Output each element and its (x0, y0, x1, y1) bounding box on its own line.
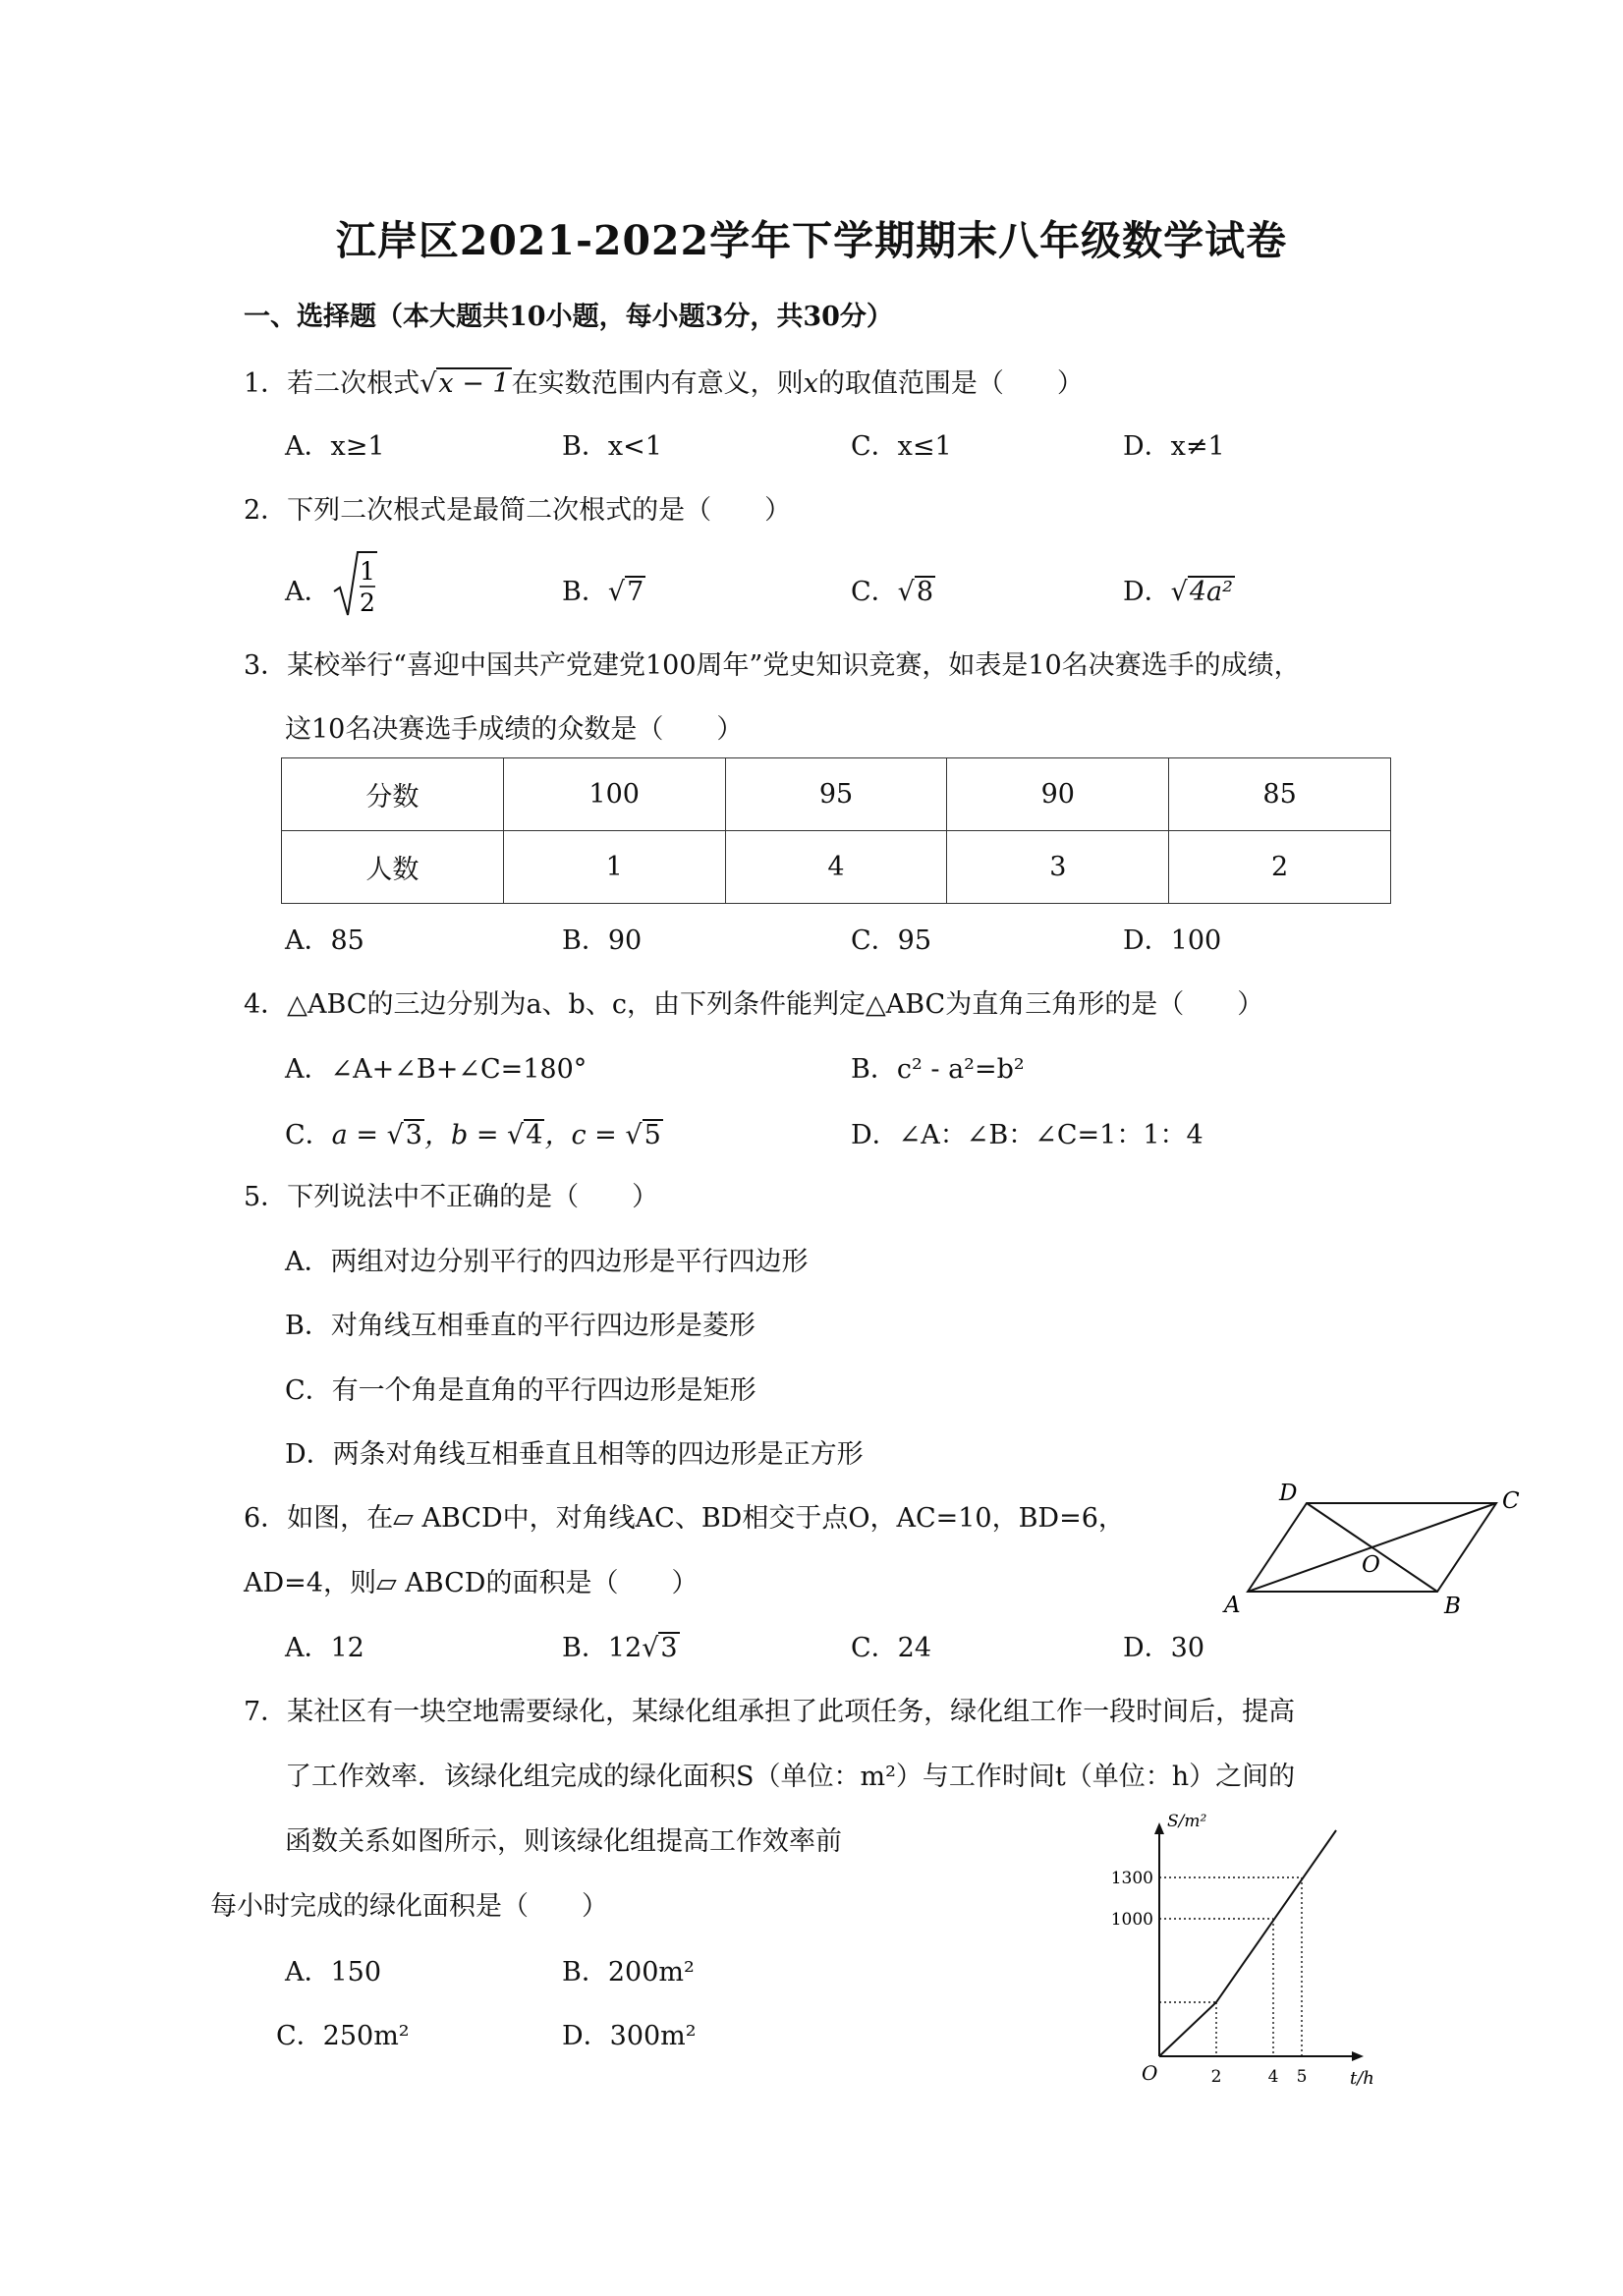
q5-option-b: B．对角线互相垂直的平行四边形是菱形 (285, 1311, 756, 1341)
q4-c-b: ，b = (423, 1120, 508, 1150)
q2-radicand-d: 4a² (1189, 577, 1233, 607)
label-a: A (1224, 1593, 1241, 1616)
question-2-stem: 2．下列二次根式是最简二次根式的是（ ） (244, 495, 792, 526)
q4-option-a: A．∠A+∠B+∠C=180° (285, 1054, 588, 1085)
table-cell: 人数 (282, 831, 504, 904)
q6-radicand-b: 3 (660, 1633, 678, 1663)
q6-option-c: C．24 (851, 1633, 932, 1663)
table-cell: 分数 (282, 758, 504, 831)
graph-xtick: 2 (1210, 2067, 1222, 2087)
q1-text-c: 的取值范围是（ ） (817, 368, 1084, 399)
q4-label-c: C． (285, 1120, 332, 1150)
q5-option-d: D．两条对角线互相垂直且相等的四边形是正方形 (285, 1439, 864, 1470)
graph-ytick: 1300 (1110, 1869, 1153, 1888)
label-c: C (1502, 1488, 1520, 1514)
q2-label-b: B． (562, 577, 608, 607)
table-cell: 2 (1169, 831, 1391, 904)
question-4-stem: 4．△ABC的三边分别为a、b、c，由下列条件能判定△ABC为直角三角形的是（ ） (244, 989, 1264, 1020)
question-7-line-4: 每小时完成的绿化面积是（ ） (210, 1891, 608, 1922)
question-3-line-2: 这10名决赛选手成绩的众数是（ ） (285, 714, 744, 745)
q5-option-c: C．有一个角是直角的平行四边形是矩形 (285, 1375, 756, 1406)
table-row (282, 831, 1391, 904)
q5-option-a: A．两组对边分别平行的四边形是平行四边形 (285, 1247, 809, 1277)
graph-ylabel: S/m² (1167, 1812, 1207, 1831)
q2-label-d: D． (1123, 577, 1171, 607)
q4-option-b: B．c² - a²=b² (851, 1054, 1025, 1085)
label-d: D (1279, 1481, 1298, 1506)
q2-radicand-b: 7 (627, 577, 644, 607)
q1-option-c: C．x≤1 (851, 431, 952, 462)
q7-option-c: C．250m² (276, 2021, 410, 2051)
table-cell: 3 (947, 831, 1169, 904)
q4-c-c: ，c = (544, 1120, 626, 1150)
question-7-line-1: 7．某社区有一块空地需要绿化，某绿化组承担了此项任务，绿化组工作一段时间后，提高 (244, 1697, 1296, 1727)
q2-option-c: C．√8 (851, 577, 934, 607)
question-3-line-1: 3．某校举行“喜迎中国共产党建党100周年”党史知识竞赛，如表是10名决赛选手的成绩， (244, 650, 1301, 681)
graph-xtick: 4 (1267, 2067, 1279, 2087)
graph-xtick: 5 (1296, 2067, 1308, 2087)
q2-label-a: A． (285, 577, 331, 607)
q6-option-d: D．30 (1123, 1633, 1205, 1663)
table-cell: 95 (725, 758, 947, 831)
q1-option-a: A．x≥1 (285, 431, 385, 462)
question-5-stem: 5．下列说法中不正确的是（ ） (244, 1182, 659, 1212)
score-table (281, 757, 1391, 904)
q3-option-d: D．100 (1123, 925, 1222, 956)
q2-frac-den: 2 (360, 588, 375, 617)
table-cell: 90 (947, 758, 1169, 831)
page-title: 江岸区2021-2022学年下学期期末八年级数学试卷 (335, 217, 1288, 264)
question-1-stem (244, 362, 1084, 400)
q3-option-b: B．90 (562, 925, 643, 956)
table-row (282, 758, 1391, 831)
q7-option-a: A．150 (285, 1957, 382, 1988)
question-7-line-2: 了工作效率．该绿化组完成的绿化面积S（单位：m²）与工作时间t（单位：h）之间的 (285, 1762, 1296, 1792)
q1-sqrt: √x − 1 (420, 368, 510, 399)
q4-option-d: D．∠A：∠B：∠C=1：1：4 (851, 1120, 1203, 1150)
q2-option-a (285, 570, 331, 608)
q1-option-d: D．x≠1 (1123, 431, 1225, 462)
q1-text-b: 在实数范围内有意义，则 (511, 368, 804, 399)
q3-option-a: A．85 (285, 925, 364, 956)
q1-radicand: x − 1 (438, 368, 510, 399)
q4-option-c: C．a = √3，b = √4，c = √5 (285, 1120, 661, 1150)
q1-text-a: 1．若二次根式 (244, 368, 420, 399)
section-heading: 一、选择题（本大题共10小题，每小题3分，共30分） (244, 302, 893, 332)
q1-option-b: B．x<1 (562, 431, 662, 462)
question-7-line-3: 函数关系如图所示，则该绿化组提高工作效率前 (285, 1826, 842, 1857)
table-cell: 4 (725, 831, 947, 904)
q4-radicand-1: 3 (405, 1120, 422, 1150)
q2-frac-num: 1 (360, 557, 375, 586)
label-b: B (1444, 1594, 1461, 1616)
q2-option-b: B．√7 (562, 577, 644, 607)
graph-origin: O (1142, 2061, 1158, 2085)
q2-option-a-expression (332, 546, 381, 621)
q3-option-c: C．95 (851, 925, 932, 956)
q2-option-d: D．√4a² (1123, 577, 1233, 607)
parallelogram-figure (1208, 1479, 1533, 1616)
q4-c-a: a = (331, 1120, 387, 1150)
area-time-graph (1091, 1803, 1385, 2098)
q1-var: x (803, 368, 818, 399)
question-6-line-2: AD=4，则▱ ABCD的面积是（ ） (244, 1568, 699, 1598)
q6-option-b: B．12√3 (562, 1633, 678, 1663)
label-o: O (1362, 1552, 1380, 1578)
q6-option-a: A．12 (285, 1633, 364, 1663)
q7-option-b: B．200m² (562, 1957, 695, 1988)
table-cell: 85 (1169, 758, 1391, 831)
graph-ytick: 1000 (1110, 1910, 1153, 1930)
table-cell: 100 (503, 758, 725, 831)
graph-xlabel: t/h (1350, 2068, 1374, 2089)
q7-option-d: D．300m² (562, 2021, 697, 2051)
question-6-line-1: 6．如图，在▱ ABCD中，对角线AC、BD相交于点O，AC=10，BD=6， (244, 1503, 1125, 1534)
q4-radicand-3: 5 (644, 1120, 661, 1150)
q6-label-b: B．12 (562, 1633, 643, 1663)
q2-radicand-c: 8 (916, 577, 934, 607)
q2-label-c: C． (851, 577, 898, 607)
q4-radicand-2: 4 (526, 1120, 543, 1150)
table-cell: 1 (503, 831, 725, 904)
